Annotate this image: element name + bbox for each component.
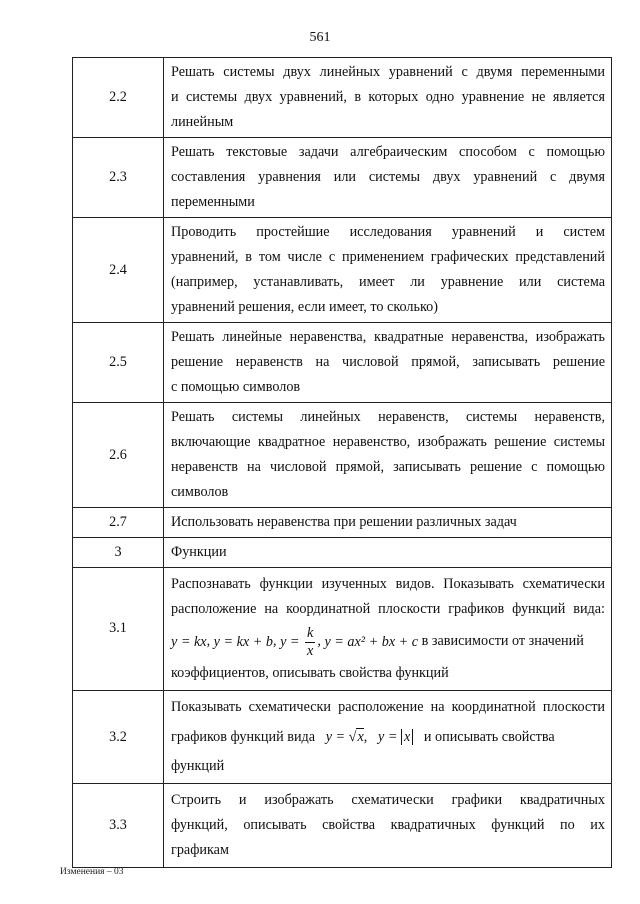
sqrt-radicand: x — [357, 729, 364, 746]
formula-line: графиков функций вида y = √x, y = x и описывать свойства — [171, 720, 605, 755]
text-line: символов — [171, 484, 229, 500]
text-line: Проводить простейшие исследования уравнений и систем — [171, 224, 605, 240]
formula-lhs: y = — [377, 729, 398, 746]
row-text — [164, 323, 612, 403]
sqrt-sign: √ — [348, 729, 357, 746]
formula-linear-direct: y = kx — [171, 633, 207, 650]
text-line: функций — [171, 758, 225, 775]
row-text — [164, 403, 612, 508]
formula-line: y = kx, y = kx + b, y = $\frac{k}{x}$ , y = ax² + bx + c в зависимости от значений — [171, 622, 605, 661]
row-text — [164, 784, 612, 868]
table-row — [73, 403, 612, 508]
row-code: 3.2 — [73, 690, 164, 784]
formula-linear: y = kx + b — [213, 633, 273, 650]
text-line: Использовать неравенства при решении различных задач — [171, 514, 517, 530]
table-row — [73, 138, 612, 218]
text-line: коэффициентов, описывать свойства функций — [171, 664, 449, 681]
table-row — [73, 690, 612, 784]
footer-revision: Изменения – 03 — [60, 867, 124, 877]
table-row — [73, 323, 612, 403]
formula-lhs: y = — [325, 729, 346, 746]
text-line: неравенств на числовой прямой, записывать решение с помощью — [171, 459, 605, 475]
row-text — [164, 538, 612, 568]
row-code: 2.6 — [73, 403, 164, 508]
table-row — [73, 568, 612, 691]
text-line: уравнений решения, если имеет, то сколько) — [171, 299, 438, 315]
table-row — [73, 538, 612, 568]
row-code: 2.3 — [73, 138, 164, 218]
text-line: функций, описывать свойства квадратичных функций по их — [171, 817, 605, 834]
fraction — [305, 625, 315, 660]
row-text — [164, 568, 612, 691]
formula-inverse — [280, 623, 317, 661]
text-line: составления уравнения или системы двух уравнений с двумя — [171, 169, 605, 185]
table-row — [73, 58, 612, 138]
row-text — [164, 138, 612, 218]
formula-lhs: y = — [280, 633, 300, 650]
fraction-denominator: x — [307, 642, 314, 659]
row-code: 2.2 — [73, 58, 164, 138]
text-fragment: графиков функций вида — [171, 728, 316, 745]
text-line: линейным — [171, 114, 234, 130]
row-text — [164, 508, 612, 538]
text-line: Решать системы двух линейных уравнений с двумя переменными — [171, 64, 605, 80]
row-code: 2.5 — [73, 323, 164, 403]
row-text — [164, 58, 612, 138]
text-line: (например, устанавливать, имеет ли уравнение или система — [171, 274, 605, 290]
text-line: графикам — [171, 842, 229, 859]
text-fragment: в зависимости от значений — [421, 633, 584, 649]
formula-quadratic: y = ax² + bx + c — [324, 633, 419, 650]
text-line: Строить и изображать схематически графики квадратичных — [171, 792, 605, 809]
formula-abs — [378, 720, 413, 754]
row-code: 2.7 — [73, 508, 164, 538]
text-line: Функции — [171, 544, 227, 560]
row-text — [164, 690, 612, 784]
row-code: 3.3 — [73, 784, 164, 868]
table-row — [73, 508, 612, 538]
text-fragment: и описывать свойства — [423, 728, 555, 745]
fraction-numerator: k — [307, 624, 314, 641]
text-line: Показывать схематически расположение на координатной плоскости — [171, 698, 605, 715]
abs-argument: x — [401, 729, 413, 745]
text-line: переменными — [171, 194, 255, 210]
row-code: 3.1 — [73, 568, 164, 691]
text-line: с помощью символов — [171, 379, 301, 395]
row-text — [164, 218, 612, 323]
formula-sqrt — [326, 720, 364, 754]
text-line: расположение на координатной плоскости графиков функций вида: — [171, 601, 605, 617]
row-code: 2.4 — [73, 218, 164, 323]
requirements-table — [72, 57, 612, 868]
text-line: Решать текстовые задачи алгебраическим способом с помощью — [171, 144, 605, 160]
text-line: Решать системы линейных неравенств, системы неравенств, — [171, 409, 605, 425]
text-line: решение неравенств на числовой прямой, записывать решение — [171, 354, 605, 370]
text-line: уравнений, в том числе с применением графических представлений — [171, 249, 605, 265]
text-line: включающие квадратное неравенство, изображать решение системы — [171, 434, 605, 450]
page-number: 561 — [309, 30, 331, 45]
text-line: и системы двух уравнений, в которых одно уравнение не является — [171, 89, 605, 105]
text-line: Распознавать функции изученных видов. Показывать схематически — [171, 576, 605, 592]
row-code: 3 — [73, 538, 164, 568]
table-row — [73, 784, 612, 868]
text-line: Решать линейные неравенства, квадратные неравенства, изображать — [171, 329, 605, 345]
table-row — [73, 218, 612, 323]
